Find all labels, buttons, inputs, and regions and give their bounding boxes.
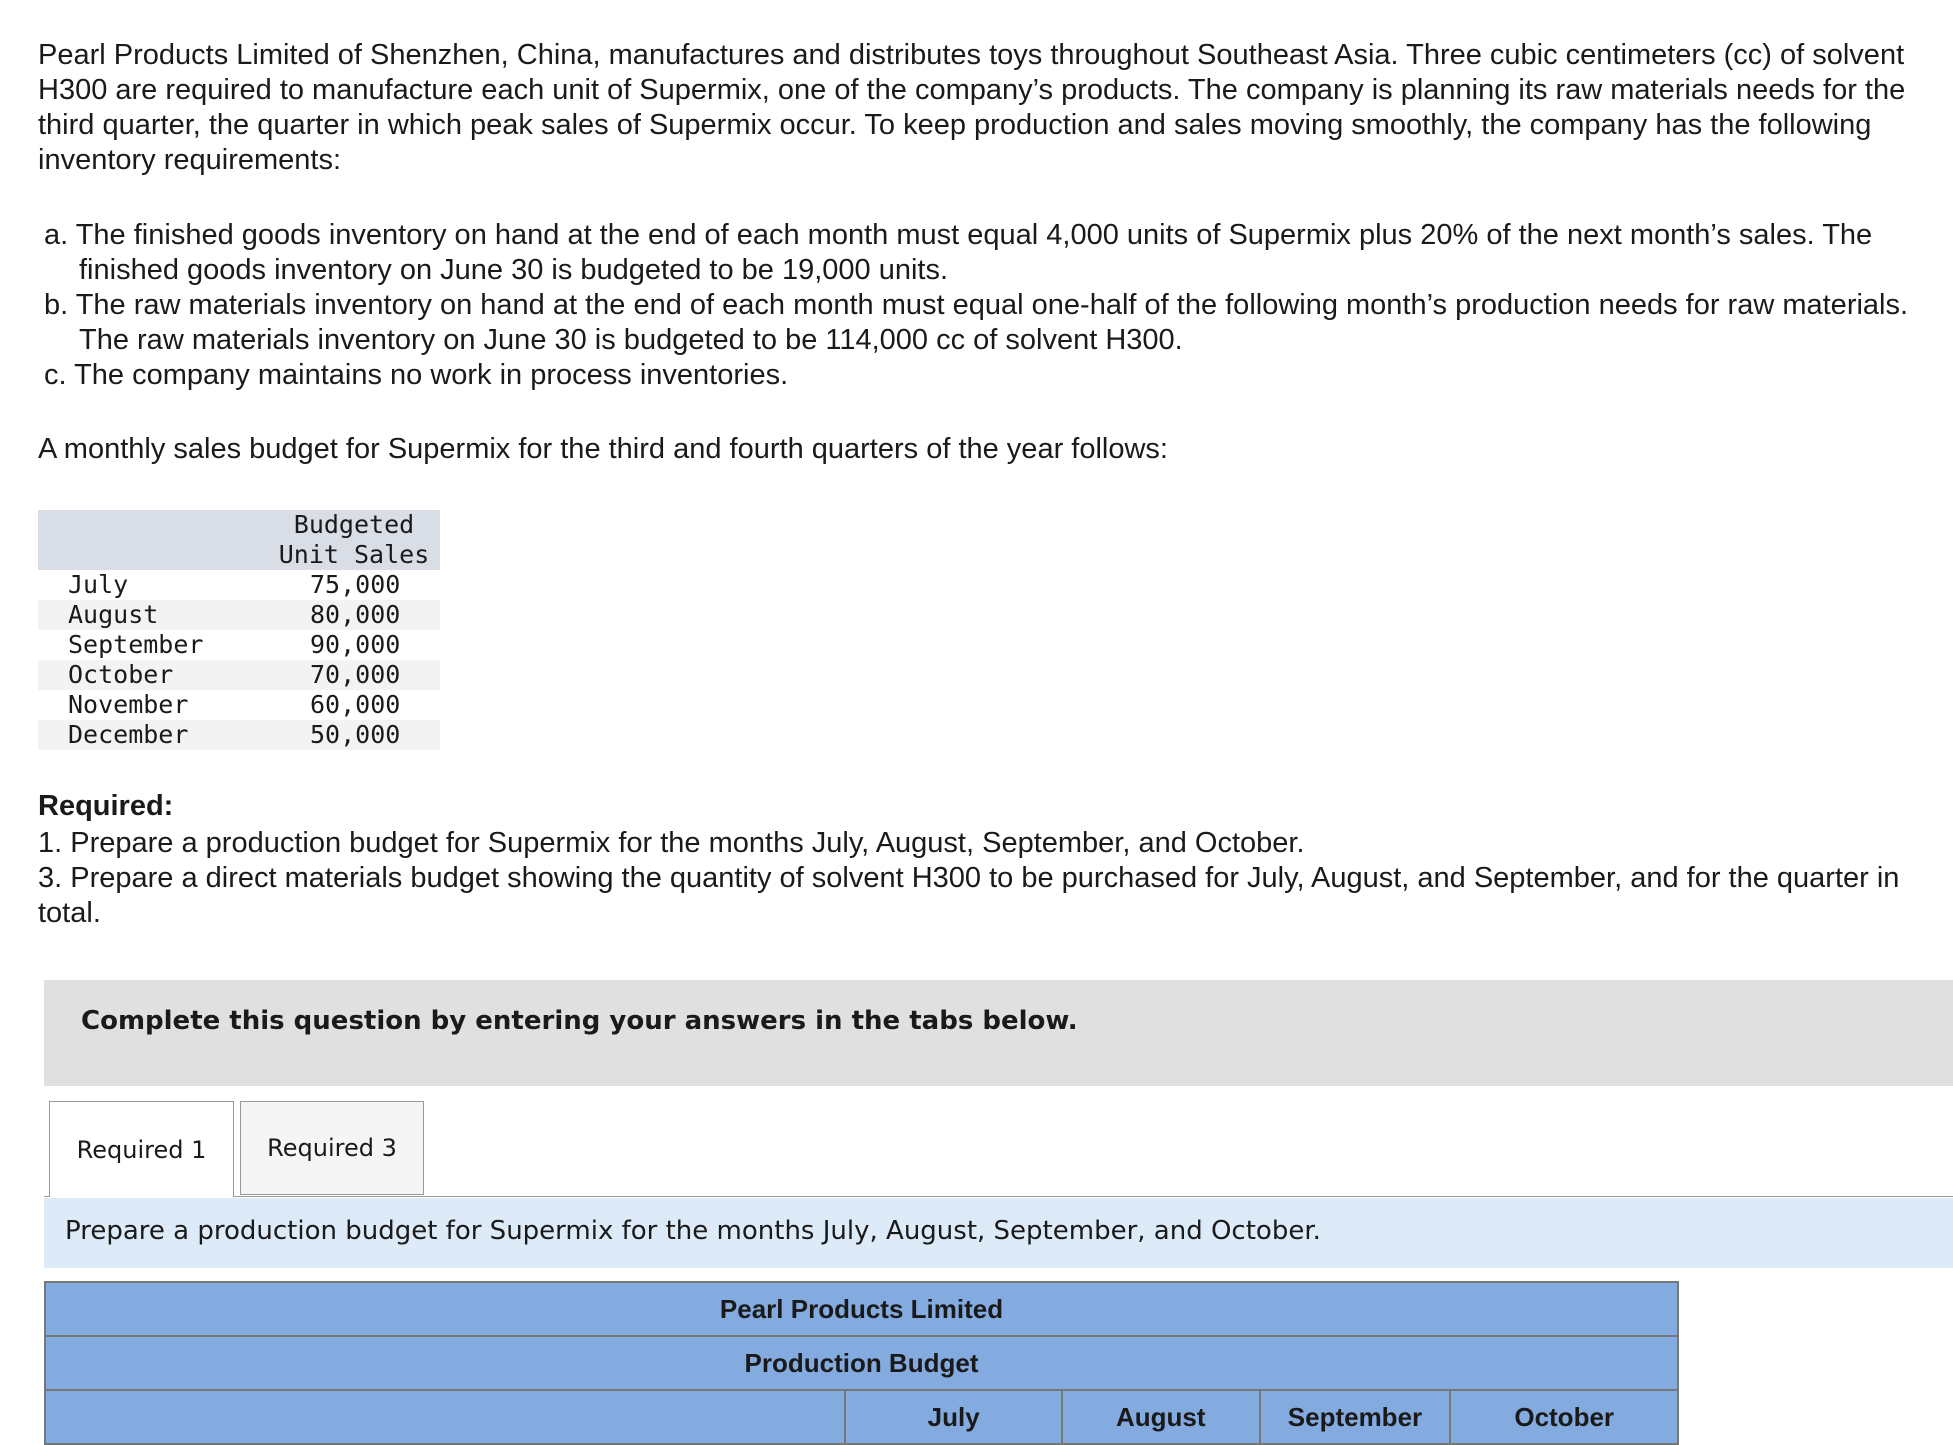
requirement-b: b. The raw materials inventory on hand at the end of each month must equal one-half of the following month’s production needs for raw materials. The raw materials inventory on June 30 is budgeted to be 114,000 cc of solvent H300. [44,289,1909,356]
inventory-requirements-list [38,218,1918,393]
column-header-october: October [1450,1390,1678,1444]
requirement-a: a. The finished goods inventory on hand at the end of each month must equal 4,000 units of Supermix plus 20% of the next month’s sales. The finished goods inventory on June 30 is budgeted to be 19,000 units. [44,219,1873,286]
company-name: Pearl Products Limited [45,1282,1678,1336]
column-header-september: September [1260,1390,1451,1444]
sales-table-header [268,510,440,570]
table-row [38,630,440,660]
table-row [38,720,440,750]
sales-intro: A monthly sales budget for Supermix for the third and fourth quarters of the year follows: [38,433,1168,465]
table-row [38,600,440,630]
prompt-text: Prepare a production budget for Supermix for the months July, August, September, and October. [65,1216,1321,1246]
requirement-c: c. The company maintains no work in process inventories. [44,359,789,391]
month-cell: July [68,570,129,599]
production-budget-table [44,1281,1679,1445]
header-line-2: Unit Sales [278,540,430,569]
column-header-row [45,1390,1678,1444]
prompt-bar [44,1198,1953,1268]
month-cell: September [68,630,204,659]
instruction-box [44,980,1953,1086]
value-cell: 75,000 [310,570,401,599]
company-row [45,1282,1678,1336]
sales-table-corner [38,510,268,570]
value-cell: 90,000 [310,630,401,659]
instruction-text: Complete this question by entering your answers in the tabs below. [81,1006,1078,1036]
tab-required-3[interactable]: Required 3 [240,1101,424,1195]
required-item-1: 1. Prepare a production budget for Supermix for the months July, August, September, and October. [38,827,1305,859]
month-cell: October [38,660,268,690]
value-cell: 60,000 [310,690,401,719]
budget-title: Production Budget [45,1336,1678,1390]
month-cell: November [68,690,189,719]
tab-divider [44,1196,1953,1197]
header-blank-cell [45,1390,845,1444]
tab-required-1[interactable]: Required 1 [49,1101,234,1197]
column-header-july: July [845,1390,1061,1444]
intro-paragraph: Pearl Products Limited of Shenzhen, China, manufactures and distributes toys throughout Southeast Asia. Three cubic centimeters (cc) of solvent H300 are required to manufacture each unit of Supermix, one of the company’s products. The company is planning its raw materials needs for the third quarter, the quarter in which peak sales of Supermix occur. To keep production and sales moving smoothly, the company has the following inventory requirements: [38,39,1906,176]
header-line-1: Budgeted [293,510,415,539]
required-items [38,826,1918,931]
required-title: Required: [38,790,174,822]
table-row [38,660,440,690]
value-cell: 80,000 [268,600,440,630]
title-row [45,1336,1678,1390]
table-row [38,690,440,720]
column-header-august: August [1062,1390,1260,1444]
month-cell: December [38,720,268,750]
value-cell: 50,000 [268,720,440,750]
value-cell: 70,000 [268,660,440,690]
table-row [38,570,440,600]
month-cell: August [38,600,268,630]
required-item-3: 3. Prepare a direct materials budget showing the quantity of solvent H300 to be purchased for July, August, and September, and for the quarter in total. [38,862,1900,929]
sales-budget-table [38,510,440,750]
